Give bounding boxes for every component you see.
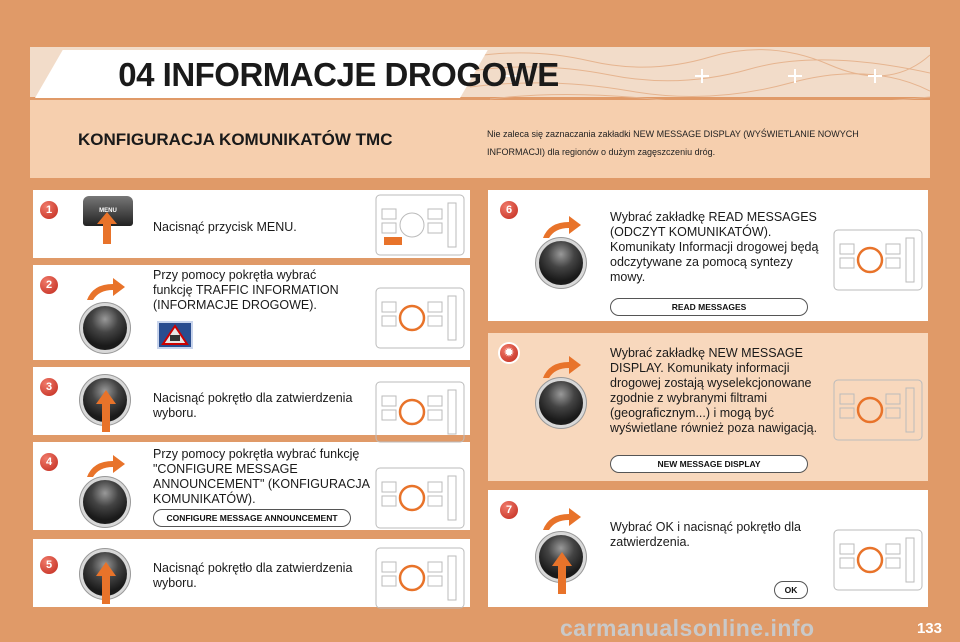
press-arrow-icon bbox=[94, 562, 118, 604]
step-3-badge: 3 bbox=[40, 378, 58, 396]
step-5-badge: 5 bbox=[40, 556, 58, 574]
rotate-arrow-icon bbox=[541, 216, 581, 240]
rotate-arrow-icon bbox=[541, 508, 581, 532]
radio-unit-illustration bbox=[370, 374, 470, 448]
step-2-text: Przy pomocy pokrętła wybrać funkcję TRAFFIC INFORMATION (INFORMACJE DROGOWE). bbox=[153, 268, 339, 312]
step-4-text: Przy pomocy pokrętła wybrać funkcję "CONFIGURE MESSAGE ANNOUNCEMENT" (KONFIGURACJA KOMUNIKATÓW). bbox=[153, 447, 370, 506]
page-title: 04 INFORMACJE DROGOWE bbox=[118, 56, 559, 93]
header-title-box bbox=[35, 50, 559, 98]
new-message-display-tag: NEW MESSAGE DISPLAY bbox=[610, 455, 808, 473]
step-1-badge: 1 bbox=[40, 201, 58, 219]
read-messages-tag: READ MESSAGES bbox=[610, 298, 808, 316]
page-number: 133 bbox=[916, 620, 942, 637]
step-5-text: Nacisnąć pokrętło dla zatwierdzenia wyboru. bbox=[153, 561, 353, 590]
tip-lightbulb-icon: ✹ bbox=[500, 344, 518, 362]
rotate-arrow-icon bbox=[85, 455, 125, 479]
rotary-knob-icon bbox=[539, 241, 583, 285]
step-2-badge: 2 bbox=[40, 276, 58, 294]
rotate-arrow-icon bbox=[85, 278, 125, 302]
step-7-badge: 7 bbox=[500, 501, 518, 519]
radio-unit-illustration bbox=[370, 280, 470, 354]
rotary-knob-icon bbox=[539, 381, 583, 425]
configure-message-announcement-tag: CONFIGURE MESSAGE ANNOUNCEMENT bbox=[153, 509, 351, 527]
radio-unit-illustration bbox=[828, 372, 928, 446]
radio-unit-illustration bbox=[828, 222, 928, 296]
step-7-text: Wybrać OK i nacisnąć pokrętło dla zatwierdzenia. bbox=[610, 520, 801, 549]
step-6-badge: 6 bbox=[500, 201, 518, 219]
step-4-badge: 4 bbox=[40, 453, 58, 471]
step-1-text: Nacisnąć przycisk MENU. bbox=[153, 220, 297, 234]
step-3-text: Nacisnąć pokrętło dla zatwierdzenia wyboru. bbox=[153, 391, 353, 420]
radio-unit-illustration bbox=[828, 522, 928, 596]
rotary-knob-icon bbox=[83, 306, 127, 350]
press-arrow-icon bbox=[550, 552, 574, 594]
note-text: Nie zaleca się zaznaczania zakładki NEW MESSAGE DISPLAY (WYŚWIETLANIE NOWYCH INFORMACJI) dla regionów o dużym zagęszczeniu dróg. bbox=[487, 129, 859, 157]
radio-unit-illustration bbox=[370, 460, 470, 534]
press-arrow-icon bbox=[94, 390, 118, 432]
ok-tag: OK bbox=[774, 581, 808, 599]
rotate-arrow-icon bbox=[541, 356, 581, 380]
radio-unit-illustration bbox=[370, 187, 470, 261]
press-arrow-icon bbox=[95, 212, 119, 244]
watermark: carmanualsonline.info bbox=[560, 615, 815, 641]
menu-button-icon: MENU bbox=[83, 196, 133, 226]
traffic-info-icon bbox=[157, 321, 193, 349]
rotary-knob-icon bbox=[83, 480, 127, 524]
radio-unit-illustration bbox=[370, 540, 470, 614]
step-6-text: Wybrać zakładkę READ MESSAGES (ODCZYT KOMUNIKATÓW). Komunikaty Informacji drogowej będą odczytywane za pomocą syntezy mowy. bbox=[610, 210, 819, 284]
section-subtitle: KONFIGURACJA KOMUNIKATÓW TMC bbox=[78, 130, 393, 149]
tip-text: Wybrać zakładkę NEW MESSAGE DISPLAY. Komunikaty informacji drogowej zostają wyselekcjonowane zgodnie z wybranymi filtrami (geograficznym...) i mogą być wyświetlane również poza nawigacją. bbox=[610, 346, 818, 435]
